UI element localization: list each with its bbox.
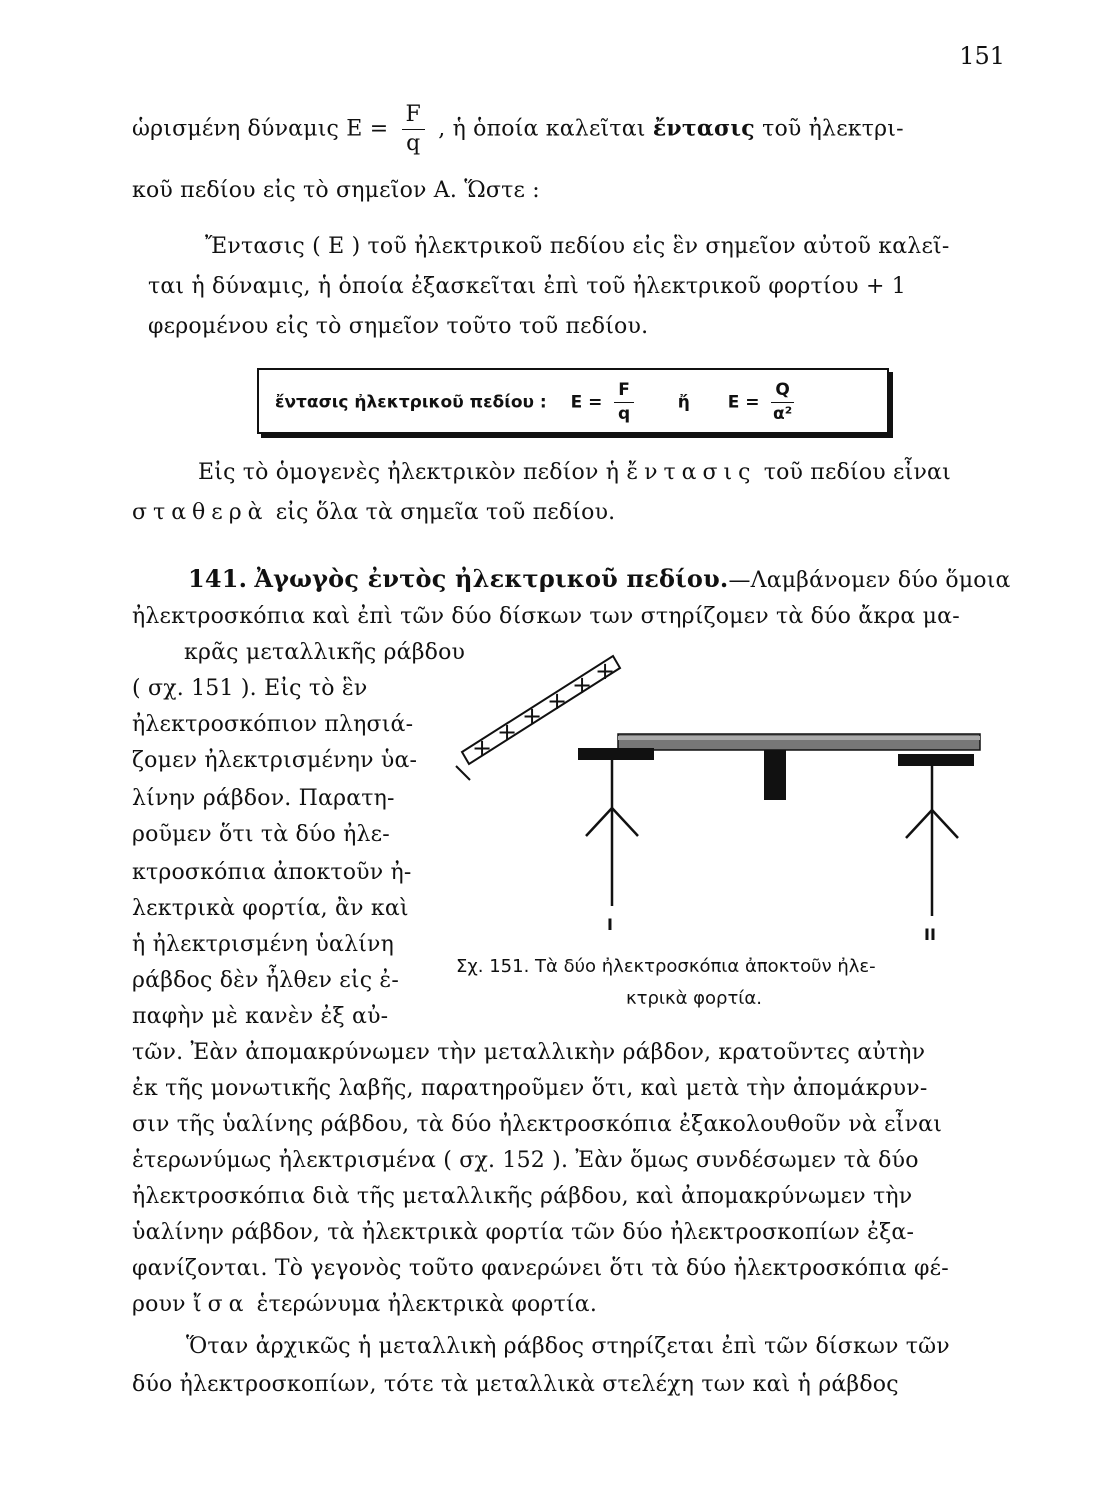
left-col-line-10: ράβδος δὲν ἦλθεν εἰς ἐ- — [132, 968, 400, 993]
body-line-8-b: ἑτερώνυμα ἠλεκτρικὰ φορτία. — [256, 1292, 598, 1317]
body-line-4: ἑτερωνύμως ἠλεκτρισμένα ( σχ. 152 ). Ἐὰν ὅμως συνδέσωμεν τὰ δύο — [132, 1148, 919, 1173]
figure-151 — [450, 640, 1010, 950]
section-title: Ἀγωγὸς ἐντὸς ἠλεκτρικοῦ πεδίου. — [254, 564, 729, 593]
left-col-line-2: ( σχ. 151 ). Εἰς τὸ ἓν — [132, 676, 368, 701]
left-col-line-9: ἡ ἠλεκτρισμένη ὑαλίνη — [132, 932, 394, 957]
body-line-8-spaced: ἴσα — [192, 1292, 250, 1317]
label-electroscope-1: I — [607, 915, 613, 934]
uniform-line-1-spaced: ἔντασις — [626, 460, 757, 485]
left-col-line-1: κρᾶς μεταλλικῆς ράβδου — [184, 640, 466, 665]
formula-fraction-1-den: q — [617, 404, 631, 424]
plus-sign-6: + — [595, 657, 616, 685]
electroscope-2-leaf-left — [906, 810, 932, 838]
plus-sign-2: + — [497, 718, 518, 746]
definition-line-1: Ἔντασις ( E ) τοῦ ἠλεκτρικοῦ πεδίου εἰς ἓν σημεῖον αὐτοῦ καλεῖ- — [205, 234, 950, 259]
uniform-line-1-b: τοῦ πεδίου εἶναι — [763, 460, 951, 485]
electroscope-1-disk — [578, 748, 654, 760]
intro-term: ἔντασις — [652, 115, 755, 142]
formula-fraction-1-num: F — [614, 382, 634, 403]
left-col-line-8: λεκτρικὰ φορτία, ἂν καὶ — [132, 896, 409, 921]
formula-fraction-2 — [771, 382, 793, 423]
uniform-line-1-a: Εἰς τὸ ὁμογενὲς ἠλεκτρικὸν πεδίον ἡ — [198, 460, 620, 485]
body-line-2: ἐκ τῆς μονωτικῆς λαβῆς, παρατηροῦμεν ὅτι, καὶ μετὰ τὴν ἀπομάκρυν- — [132, 1076, 928, 1101]
left-col-line-5: λίνην ράβδον. Παρατη- — [132, 786, 395, 811]
section-heading-line — [188, 564, 1011, 593]
metal-rod-shading — [618, 736, 980, 740]
intro-prefix: ὡρισμένη δύναμις E = — [132, 116, 389, 142]
plus-sign-3: + — [522, 702, 543, 730]
formula-fraction-1 — [614, 382, 634, 423]
left-col-line-6: ροῦμεν ὅτι τὰ δύο ἠλε- — [132, 822, 390, 847]
formula-or: ἤ — [677, 392, 690, 413]
body-line-3: σιν τῆς ὑαλίνης ράβδου, τὰ δύο ἠλεκτροσκόπια ἐξακολουθοῦν νὰ εἶναι — [132, 1112, 943, 1137]
section-lead: —Λαμβάνομεν δύο ὅμοια — [728, 568, 1011, 593]
page-number: 151 — [959, 42, 1005, 70]
body-line-5: ἠλεκτροσκόπια διὰ τῆς μεταλλικῆς ράβδου, καὶ ἀπομακρύνωμεν τὴν — [132, 1184, 913, 1209]
body-line-7: φανίζονται. Τὸ γεγονὸς τοῦτο φανερώνει ὅτι τὰ δύο ἠλεκτροσκόπια φέ- — [132, 1256, 949, 1281]
figure-caption-line-1: Σχ. 151. Τὰ δύο ἠλεκτροσκόπια ἀποκτοῦν ἠλε- — [456, 956, 876, 977]
definition-line-2: ται ἡ δύναμις, ἡ ὁποία ἐξασκεῖται ἐπὶ τοῦ ἠλεκτρικοῦ φορτίου + 1 — [148, 274, 906, 299]
formula-e2: E = — [727, 392, 760, 413]
plus-sign-1: + — [472, 734, 493, 762]
formula-label: ἔντασις ἠλεκτρικοῦ πεδίου : — [275, 392, 547, 413]
formula-e1: E = — [570, 392, 603, 413]
uniform-line-2-spaced: σταθερὰ — [132, 500, 269, 525]
electroscope-2-disk — [898, 754, 974, 766]
left-col-line-11: παφὴν μὲ κανὲν ἐξ αὐ- — [132, 1004, 389, 1029]
electroscope-1 — [586, 760, 638, 906]
electroscope-1-leaf-left — [586, 808, 612, 836]
uniform-line-2 — [132, 500, 615, 525]
plus-sign-4: + — [547, 687, 568, 715]
formula-row — [275, 382, 800, 423]
section-number: 141. — [188, 564, 248, 593]
figure-caption-line-2: κτρικὰ φορτία. — [626, 988, 762, 1009]
intro-fraction-denominator: q — [406, 131, 421, 156]
glass-rod — [456, 656, 620, 780]
electroscope-2 — [906, 766, 958, 916]
intro-suffix: τοῦ ἠλεκτρι- — [762, 116, 904, 142]
formula-box — [257, 368, 889, 434]
intro-fraction-numerator: F — [402, 104, 425, 130]
glass-rod-handle — [456, 766, 470, 780]
uniform-line-2-b: εἰς ὅλα τὰ σημεῖα τοῦ πεδίου. — [275, 500, 616, 525]
uniform-line-1 — [198, 460, 951, 485]
intro-line-1 — [132, 104, 904, 155]
insulating-handle — [764, 750, 786, 800]
para2-line-1: Ὅταν ἀρχικῶς ἡ μεταλλικὴ ράβδος στηρίζεται ἐπὶ τῶν δίσκων τῶν — [186, 1334, 950, 1359]
left-col-line-4: ζομεν ἠλεκτρισμένην ὑα- — [132, 748, 418, 773]
intro-mid: , ἡ ὁποία καλεῖται — [438, 116, 646, 142]
formula-fraction-2-num: Q — [771, 382, 793, 403]
intro-line-2: κοῦ πεδίου εἰς τὸ σημεῖον A. Ὥστε : — [132, 178, 540, 203]
plus-sign-5: + — [572, 671, 593, 699]
electroscope-2-leaf-right — [932, 810, 958, 838]
body-line-8 — [132, 1292, 597, 1317]
intro-fraction — [402, 104, 425, 155]
body-line-6: ὑαλίνην ράβδον, τὰ ἠλεκτρικὰ φορτία τῶν δύο ἠλεκτροσκοπίων ἐξα- — [132, 1220, 915, 1245]
formula-fraction-2-den: α² — [773, 404, 793, 424]
left-col-line-3: ἠλεκτροσκόπιον πλησιά- — [132, 712, 414, 737]
label-electroscope-2: II — [924, 925, 936, 944]
electroscope-1-leaf-right — [612, 808, 638, 836]
section-line-2: ἠλεκτροσκόπια καὶ ἐπὶ τῶν δύο δίσκων των στηρίζομεν τὰ δύο ἄκρα μα- — [132, 604, 960, 629]
left-col-line-7: κτροσκόπια ἀποκτοῦν ἠ- — [132, 860, 412, 885]
para2-line-2: δύο ἠλεκτροσκοπίων, τότε τὰ μεταλλικὰ στελέχη των καὶ ἡ ράβδος — [132, 1372, 899, 1397]
body-line-1: τῶν. Ἐὰν ἀπομακρύνωμεν τὴν μεταλλικὴν ράβδον, κρατοῦντες αὐτὴν — [132, 1040, 926, 1065]
body-line-8-a: ρουν — [132, 1292, 186, 1317]
definition-line-3: φερομένου εἰς τὸ σημεῖον τοῦτο τοῦ πεδίου. — [148, 314, 649, 339]
